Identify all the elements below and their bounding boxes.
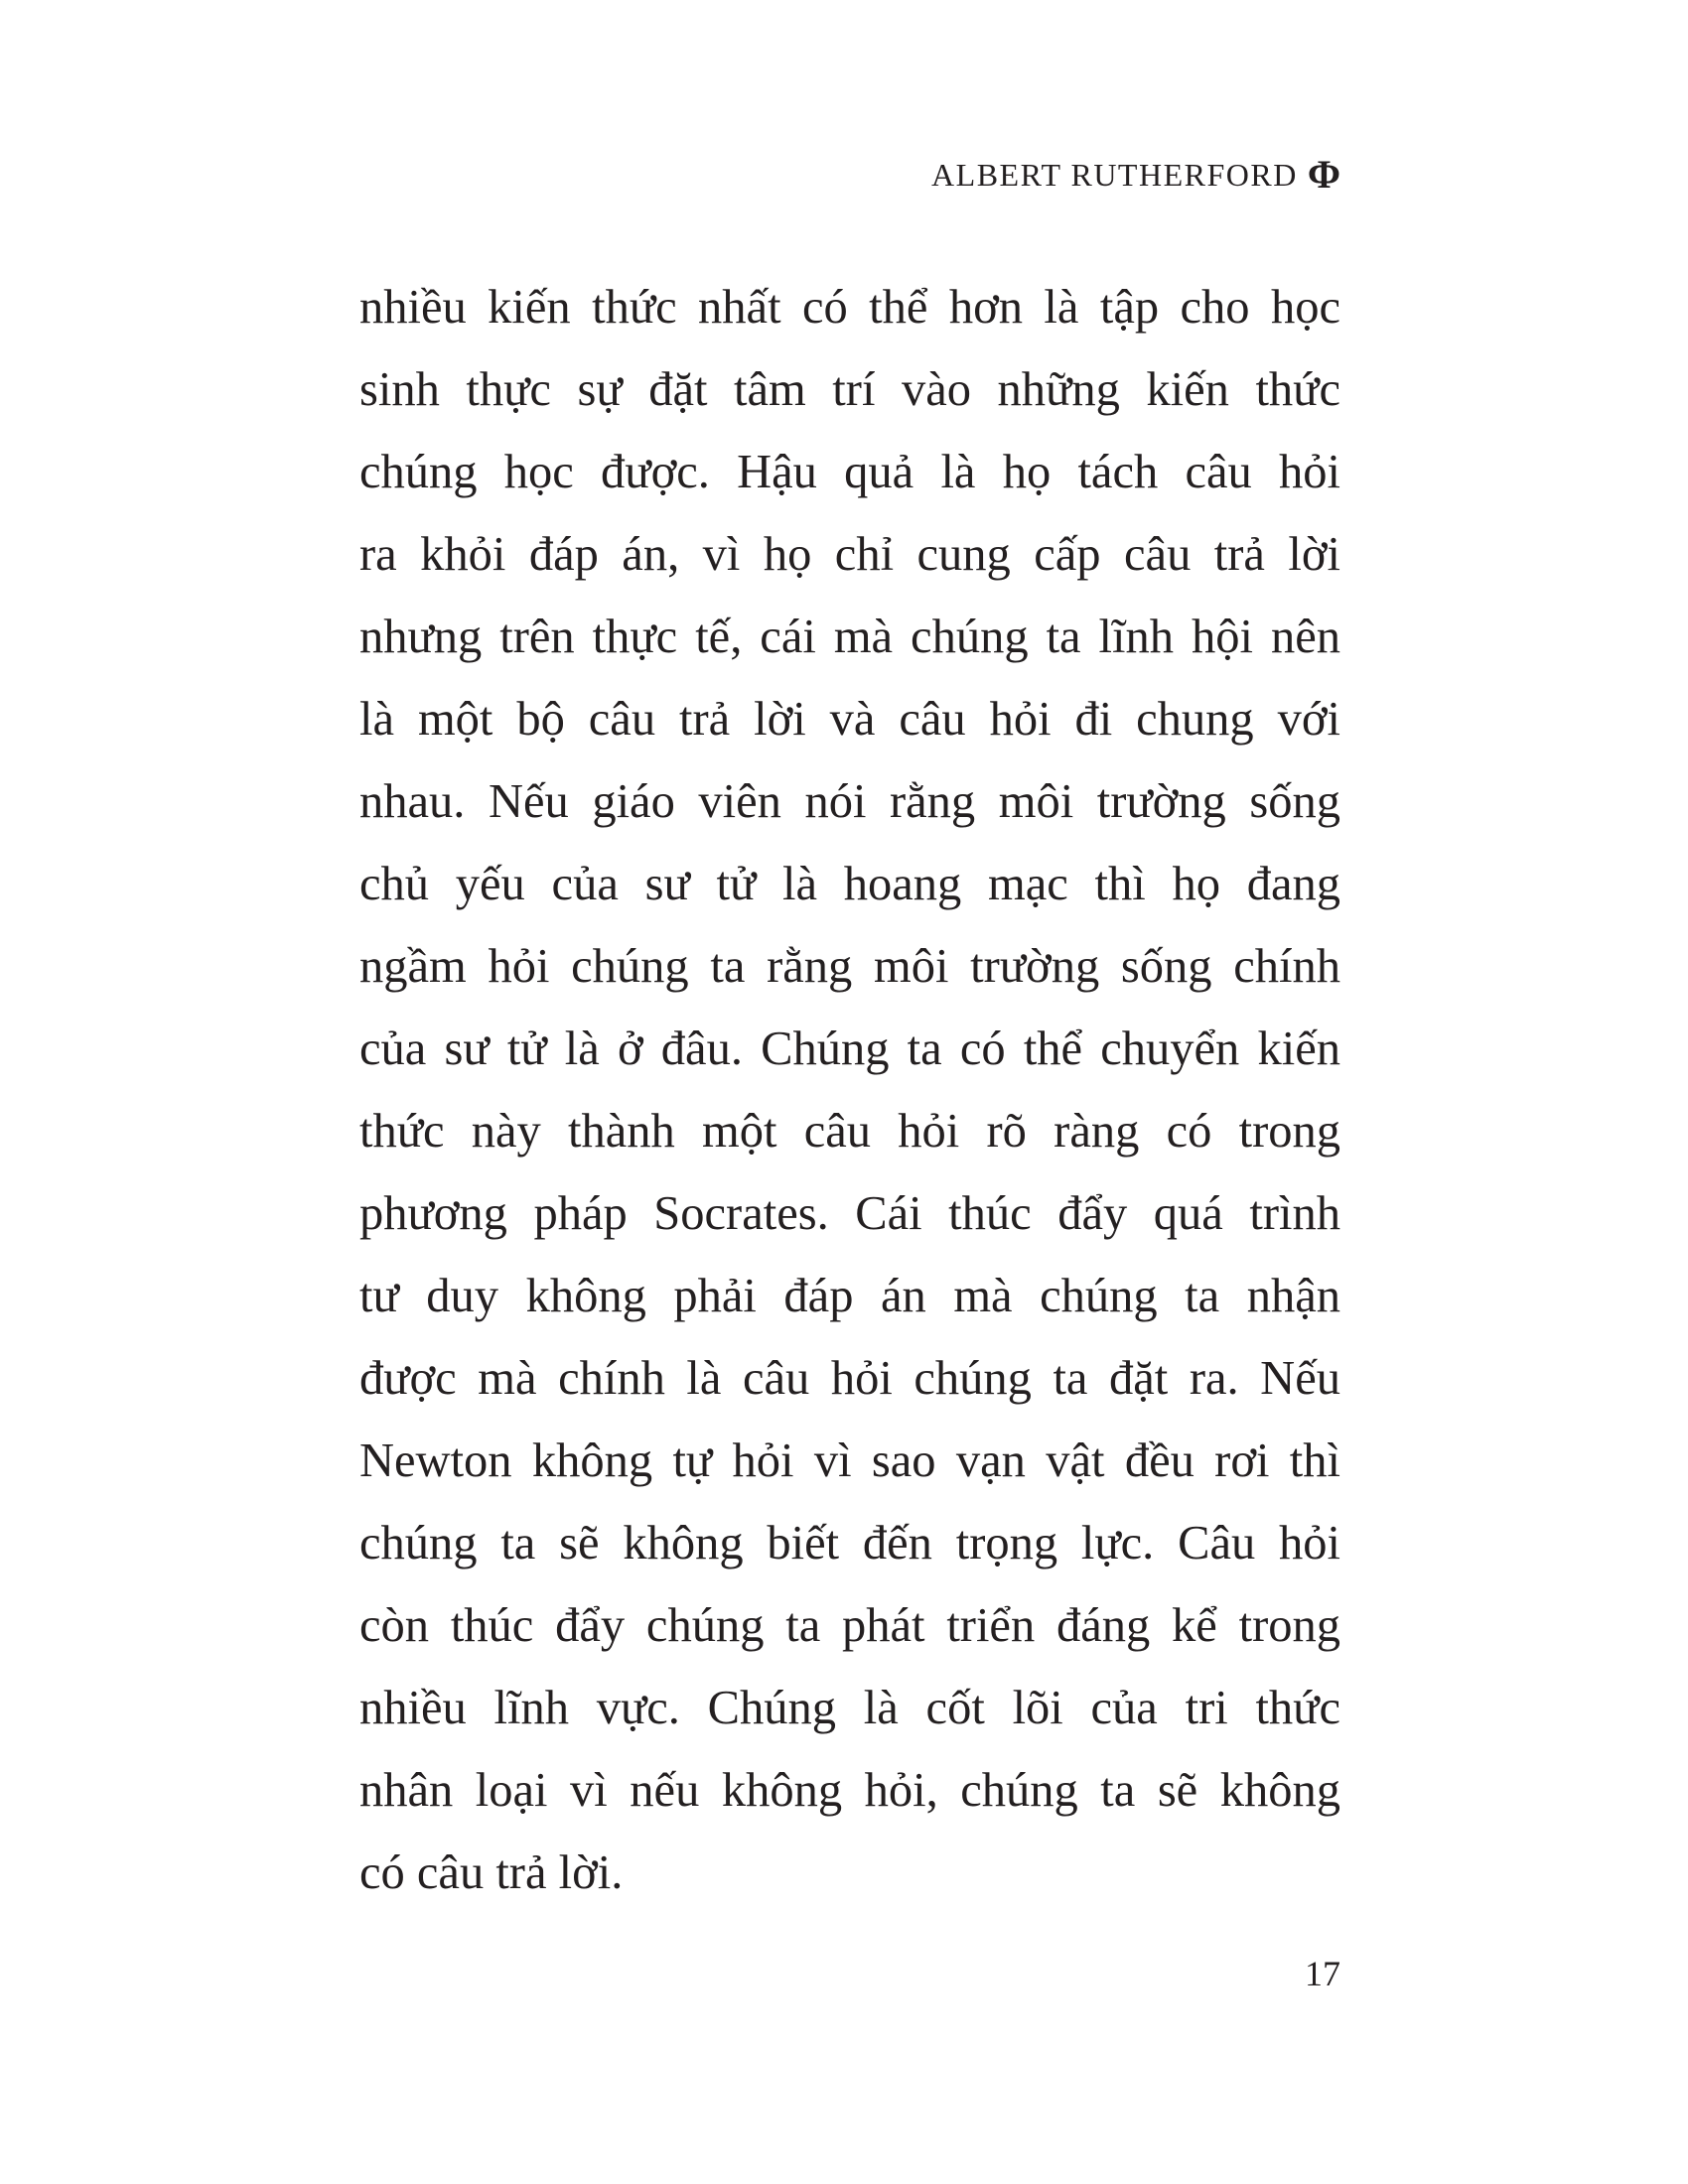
text-line: ngầm hỏi chúng ta rằng môi trường sống chính xyxy=(359,940,1340,993)
text-line: nhiều kiến thức nhất có thể hơn là tập cho học xyxy=(359,281,1340,334)
header-author: ALBERT RUTHERFORD xyxy=(931,157,1298,193)
text-line: còn thúc đẩy chúng ta phát triển đáng kể trong xyxy=(359,1599,1340,1652)
phi-symbol-icon: Φ xyxy=(1307,152,1340,197)
text-line: chúng ta sẽ không biết đến trọng lực. Câu hỏi xyxy=(359,1517,1340,1570)
text-line: nhau. Nếu giáo viên nói rằng môi trường sống xyxy=(359,775,1340,828)
text-line: nhân loại vì nếu không hỏi, chúng ta sẽ không xyxy=(359,1764,1340,1817)
text-line: thức này thành một câu hỏi rõ ràng có trong xyxy=(359,1105,1340,1158)
text-line: nhiều lĩnh vực. Chúng là cốt lõi của tri thức xyxy=(359,1682,1340,1734)
text-line: ra khỏi đáp án, vì họ chỉ cung cấp câu trả lời xyxy=(359,528,1340,581)
page-number: 17 xyxy=(1305,1954,1340,1993)
text-line: chúng học được. Hậu quả là họ tách câu hỏi xyxy=(359,446,1340,498)
text-line: phương pháp Socrates. Cái thúc đẩy quá trình xyxy=(359,1187,1340,1240)
text-line: sinh thực sự đặt tâm trí vào những kiến thức xyxy=(359,363,1340,416)
text-line: nhưng trên thực tế, cái mà chúng ta lĩnh hội nên xyxy=(359,611,1340,663)
text-line: được mà chính là câu hỏi chúng ta đặt ra. Nếu xyxy=(359,1352,1340,1405)
text-line: có câu trả lời. xyxy=(359,1846,624,1899)
text-line: chủ yếu của sư tử là hoang mạc thì họ đang xyxy=(359,858,1340,910)
text-line: tư duy không phải đáp án mà chúng ta nhận xyxy=(359,1270,1340,1322)
text-line: Newton không tự hỏi vì sao vạn vật đều rơi thì xyxy=(359,1434,1340,1487)
text-line: là một bộ câu trả lời và câu hỏi đi chung với xyxy=(359,693,1340,746)
text-line: của sư tử là ở đâu. Chúng ta có thể chuyển kiến xyxy=(359,1023,1340,1075)
body-text xyxy=(359,266,1340,1914)
running-header xyxy=(931,152,1340,197)
